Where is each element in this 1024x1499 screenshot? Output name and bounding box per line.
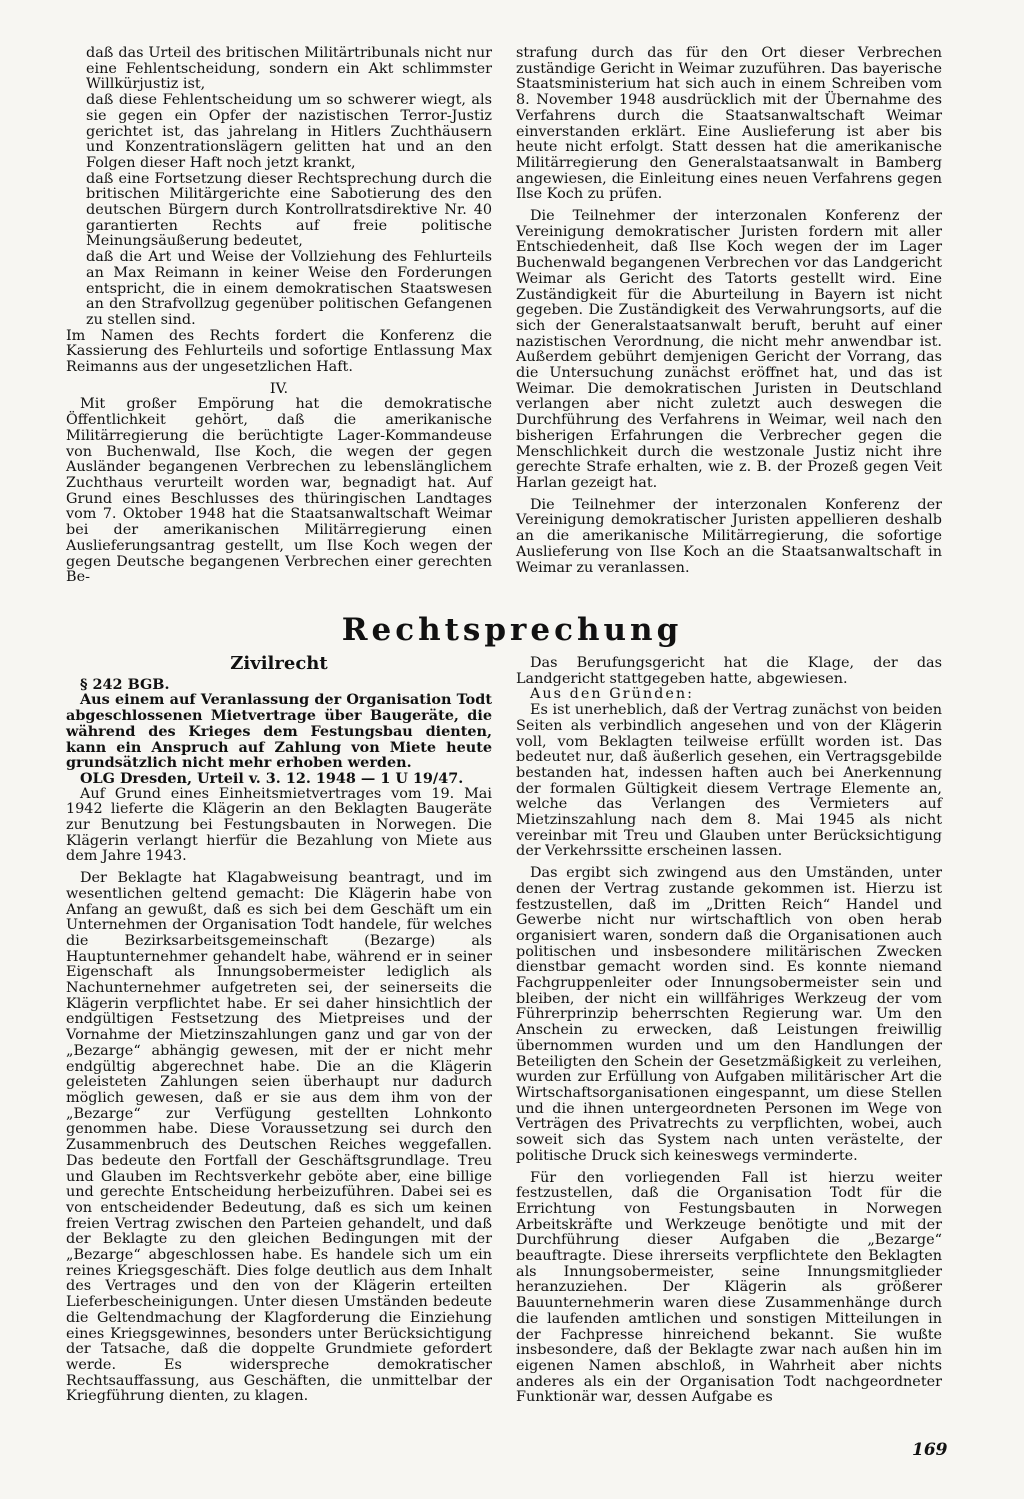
- paragraph: Das ergibt sich zwingend aus den Umständen, unter denen der Vertrag zustande gekommen ist. Hierzu ist festzustellen, daß im „Dritten Reich“ Handel und Gewerbe nicht nur wirtschaftlich von oben herab organisiert waren, sondern daß die Organisationen auch politischen und insbesondere militärischen Zwecken dienstbar gemacht worden sind. Es konnte niemand Fachgruppenleiter oder Innungsobermeister sein und bleiben, der nicht ein willfähriges Werkzeug der vom Führerprinzip beherrschten Regierung war. Um den Anschein zu erwecken, daß Leistungen freiwillig übernommen wurden und um den Handlungen der Beteiligten den Schein der Gesetzmäßigkeit zu verleihen, wurden zur Erfüllung von Aufgaben militärischer Art die Wirtschaftsorganisationen eingespannt, um diese Stellen und die ihnen untergeordneten Personen im Wege von Verträgen des Privatrechts zu verpflichten, wobei, auch soweit sich das System nach unten verästelte, der politische Druck sich keineswegs verminderte.: [516, 865, 942, 1164]
- section-heading: Rechtsprechung: [341, 612, 683, 648]
- paragraph: daß eine Fortsetzung dieser Rechtsprechung durch die britischen Militärgerichte eine Sabotierung des den deutschen Bürgern durch Kontrollratsdirektive Nr. 40 garantierten Rechts auf freie politische Meinungsäußerung bedeutet,: [86, 170, 492, 250]
- headnote: Aus einem auf Veranlassung der Organisation Todt abgeschlossenen Mietvertrage über Baugeräte, die während des Krieges dem Festungsbau dienten, kann ein Anspruch auf Zahlung von Miete heute grundsätzlich nicht mehr erhoben werden.: [66, 691, 492, 772]
- law-reference: § 242 BGB.: [80, 675, 170, 693]
- column-top-right: [516, 46, 942, 576]
- section-number: IV.: [269, 380, 289, 397]
- paragraph: daß das Urteil des britischen Militärtribunals nicht nur eine Fehlentscheidung, sondern ein Akt schlimmster Willkürjustiz ist,: [86, 45, 492, 93]
- paragraph: daß diese Fehlentscheidung um so schwerer wiegt, als sie gegen ein Opfer der nazistischen Terror-Justiz gerichtet ist, das jahrelang in Hitlers Zuchthäusern und Konzentrationslägern gelitten hat und an den Folgen dieser Haft noch jetzt krankt,: [86, 92, 492, 171]
- paragraph: Es ist unerheblich, daß der Vertrag zunächst von beiden Seiten als verbindlich angesehen und von der Klägerin voll, vom Beklagten teilweise erfüllt worden ist. Das bedeutet nur, daß äußerlich gesehen, ein Vertragsgebilde bestanden hat, indessen haften auch bei Anerkennung der formalen Gültigkeit diesem Vertrage Elemente an, welche das Verlangen des Vermieters auf Mietzinszahlung nach dem 8. Mai 1945 als nicht vereinbar mit Treu und Glauben unter Berücksichtigung der Verkehrssitte erscheinen lassen.: [516, 702, 942, 860]
- subheading: Zivilrecht: [230, 653, 328, 674]
- column-bottom-left: [66, 653, 492, 1405]
- paragraph: Der Beklagte hat Klagabweisung beantragt, und im wesentlichen geltend gemacht: Die Klägerin habe von Anfang an gewußt, daß es sich bei dem Geschäft um ein Unternehmen der Organisation Todt handele, für welches die Bezirksarbeitsgemeinschaft (Bezarge) als Hauptunternehmer gehandelt habe, während er in seiner Eigenschaft als Innungsobermeister lediglich als Nachunternehmer aufgetreten sei, der seinerseits die Klägerin verpflichtet habe. Er sei daher hinsichtlich der endgültigen Festsetzung des Mietpreises und der Vornahme der Mietzinszahlungen ganz und gar von der „Bezarge“ abhängig gewesen, mit der er nicht mehr endgültig abgerechnet habe. Die an die Klägerin geleisteten Zahlungen seien überhaupt nur dadurch möglich gewesen, daß er sie aus dem ihm von der „Bezarge“ zur Verfügung gestellten Lohnkonto genommen habe. Diese Voraussetzung sei durch den Zusammenbruch des Deutschen Reiches weggefallen. Das bedeute den Fortfall der Geschäftsgrundlage. Treu und Glauben im Rechtsverkehr geböte aber, eine billige und gerechte Entscheidung herbeizuführen. Dabei sei es von entscheidender Bedeutung, daß es sich um keinen freien Vertrag zwischen den Parteien gehandelt, und daß der Beklagte zu den gleichen Bedingungen mit der „Bezarge“ abgeschlossen habe. Es handele sich um ein reines Kriegsgeschäft. Dies folge deutlich aus dem Inhalt des Vertrages und den von der Klägerin erteilten Lieferbescheinigungen. Unter diesen Umständen bedeute die Geltendmachung der Klagforderung die Einziehung eines Kriegsgewinnes, besonders unter Berücksichtigung der Tatsache, daß die doppelte Grundmiete gefordert werde. Es widerspreche demokratischer Rechtsauffassung, aus Geschäften, die unmittelbar der Kriegführung dienten, zu klagen.: [66, 870, 492, 1405]
- paragraph: daß die Art und Weise der Vollziehung des Fehlurteils an Max Reimann in keiner Weise den Forderungen entspricht, die in einem demokratischen Staatswesen an den Strafvollzug gegenüber politischen Gefangenen zu stellen sind.: [86, 249, 492, 328]
- column-bottom-right: [516, 656, 942, 1406]
- grounds-label: Aus den Gründen:: [530, 686, 694, 703]
- paragraph: Auf Grund eines Einheitsmietvertrages vom 19. Mai 1942 lieferte die Klägerin an den Beklagten Baugeräte zur Benutzung bei Festungsbauten in Norwegen. Die Klägerin verlangt hierfür die Bezahlung von Miete aus dem Jahre 1943.: [66, 785, 492, 865]
- paragraph: strafung durch das für den Ort dieser Verbrechen zuständige Gericht in Weimar zuzuführen. Das bayerische Staatsministerium hat sich auch in einem Schreiben vom 8. November 1948 ausdrücklich mit der Übernahme des Verfahrens durch die Staatsanwaltschaft Weimar einverstanden erklärt. Eine Auslieferung ist aber bis heute nicht erfolgt. Statt dessen hat die amerikanische Militärregierung den Generalstaatsanwalt in Bamberg angewiesen, die Einleitung eines neuen Verfahrens gegen Ilse Koch zu prüfen.: [516, 45, 942, 203]
- paragraph: Im Namen des Rechts fordert die Konferenz die Kassierung des Fehlurteils und sofortige Entlassung Max Reimanns aus der ungesetzlichen Haft.: [66, 327, 492, 376]
- paragraph: Die Teilnehmer der interzonalen Konferenz der Vereinigung demokratischer Juristen appellieren deshalb an die amerikanische Militärregierung, die sofortige Auslieferung von Ilse Koch an die Staatsanwaltschaft in Weimar zu veranlassen.: [516, 496, 942, 576]
- paragraph: Für den vorliegenden Fall ist hierzu weiter festzustellen, daß die Organisation Todt für die Errichtung von Festungsbauten in Norwegen Arbeitskräfte und Werkzeuge benötigte und mit der Durchführung dieser Aufgaben die „Bezarge“ beauftragte. Diese ihrerseits verpflichtete den Beklagten als Innungsobermeister, seine Innungsmitglieder heranzuziehen. Der Klägerin als größerer Bauunternehmerin waren diese Zusammenhänge durch die laufenden amtlichen und sonstigen Mitteilungen in der Fachpresse hinreichend bekannt. Sie wußte insbesondere, daß der Beklagte zwar nach außen hin im eigenen Namen abschloß, in Wahrheit aber nichts anderes als ein der Organisation Todt nachgeordneter Funktionär war, dessen Aufgabe es: [516, 1169, 942, 1406]
- court-citation: OLG Dresden, Urteil v. 3. 12. 1948 — 1 U 19/47.: [80, 769, 464, 787]
- paragraph: Das Berufungsgericht hat die Klage, der das Landgericht stattgegeben hatte, abgewiesen.: [516, 655, 942, 687]
- paragraph: Mit großer Empörung hat die demokratische Öffentlichkeit gehört, daß die amerikanische Militärregierung die berüchtigte Lager-Kommandeuse von Buchenwald, Ilse Koch, die wegen der gegen Ausländer begangenen Verbrechen zu lebenslänglichem Zuchthaus verurteilt worden war, begnadigt hat. Auf Grund eines Beschlusses des thüringischen Landtages vom 7. Oktober 1948 hat die Staatsanwaltschaft Weimar bei der amerikanischen Militärregierung einen Auslieferungsantrag gestellt, um Ilse Koch wegen der gegen Deutsche begangenen Verbrechen einer gerechten Be-: [66, 396, 492, 586]
- paragraph: Die Teilnehmer der interzonalen Konferenz der Vereinigung demokratischer Juristen fordern mit aller Entschiedenheit, daß Ilse Koch wegen der im Lager Buchenwald begangenen Verbrechen vor das Landgericht Weimar als Gericht des Tatorts gestellt wird. Eine Zuständigkeit für die Aburteilung in Bayern ist nicht gegeben. Die Zuständigkeit des Verwahrungsorts, auf die sich der Generalstaatsanwalt beruft, beruht auf einer nazistischen Verordnung, die nicht mehr anwendbar ist. Außerdem gebührt demjenigen Gericht der Vorrang, das die Untersuchung zunächst eröffnet hat, und das ist Weimar. Die demokratischen Juristen in Deutschland verlangen aber nicht zuletzt auch deswegen die Durchführung des Verfahrens in Weimar, weil nach den bisherigen Erfahrungen die Verbrecher gegen die Menschlichkeit durch die westzonale Justiz nicht ihre gerechte Strafe erhalten, wie z. B. der Prozeß gegen Veit Harlan gezeigt hat.: [516, 208, 942, 491]
- page-number: 169: [912, 1440, 948, 1460]
- column-top-left: [66, 46, 492, 586]
